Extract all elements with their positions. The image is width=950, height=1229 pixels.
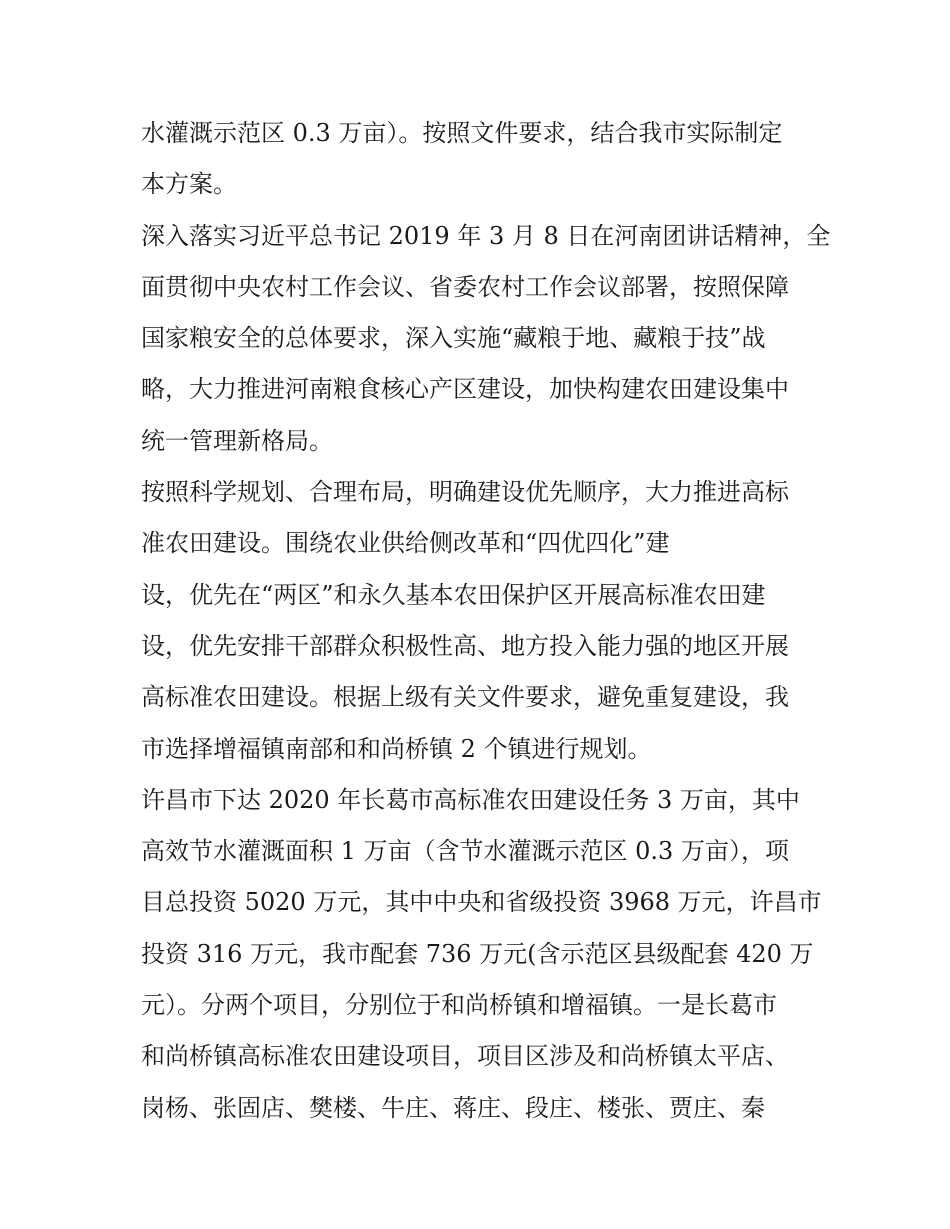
text-line: 和尚桥镇高标准农田建设项目，项目区涉及和尚桥镇太平店、 bbox=[141, 1042, 789, 1071]
text-line: 水灌溉示范区 0.3 万亩）。按照文件要求，结合我市实际制定 bbox=[141, 119, 783, 147]
text-line: 高效节水灌溉面积 1 万亩（含节水灌溉示范区 0.3 万亩），项 bbox=[141, 837, 789, 866]
text-line: 准农田建设。围绕农业供给侧改革和“四优四化”建 bbox=[141, 529, 670, 558]
text-line: 略，大力推进河南粮食核心产区建设，加快构建农田建设集中 bbox=[141, 375, 789, 404]
text-line: 许昌市下达 2020 年长葛市高标准农田建设任务 3 万亩，其中 bbox=[141, 785, 800, 814]
text-line: 设，优先安排干部群众积极性高、地方投入能力强的地区开展 bbox=[141, 631, 789, 660]
text-line: 元）。分两个项目，分别位于和尚桥镇和增福镇。一是长葛市 bbox=[141, 991, 777, 1020]
text-line: 国家粮安全的总体要求，深入实施“藏粮于地、藏粮于技”战 bbox=[141, 324, 766, 353]
text-line: 统一管理新格局。 bbox=[141, 426, 333, 455]
text-line: 深入落实习近平总书记 2019 年 3 月 8 日在河南团讲话精神，全 bbox=[141, 221, 831, 250]
text-line: 设，优先在“两区”和永久基本农田保护区开展高标准农田建 bbox=[141, 580, 766, 609]
text-line: 高标准农田建设。根据上级有关文件要求，避免重复建设，我 bbox=[141, 683, 789, 712]
text-line: 目总投资 5020 万元，其中中央和省级投资 3968 万元，许昌市 bbox=[141, 888, 822, 917]
body-text bbox=[141, 108, 831, 1134]
text-line: 本方案。 bbox=[141, 170, 237, 199]
text-line: 岗杨、张固店、樊楼、牛庄、蒋庄、段庄、楼张、贾庄、秦 bbox=[141, 1093, 765, 1122]
text-line: 市选择增福镇南部和和尚桥镇 2 个镇进行规划。 bbox=[141, 734, 652, 763]
text-line: 面贯彻中央农村工作会议、省委农村工作会议部署，按照保障 bbox=[141, 272, 789, 301]
text-line: 投资 316 万元，我市配套 736 万元(含示范区县级配套 420 万 bbox=[141, 939, 814, 968]
text-line: 按照科学规划、合理布局，明确建设优先顺序，大力推进高标 bbox=[141, 478, 789, 507]
